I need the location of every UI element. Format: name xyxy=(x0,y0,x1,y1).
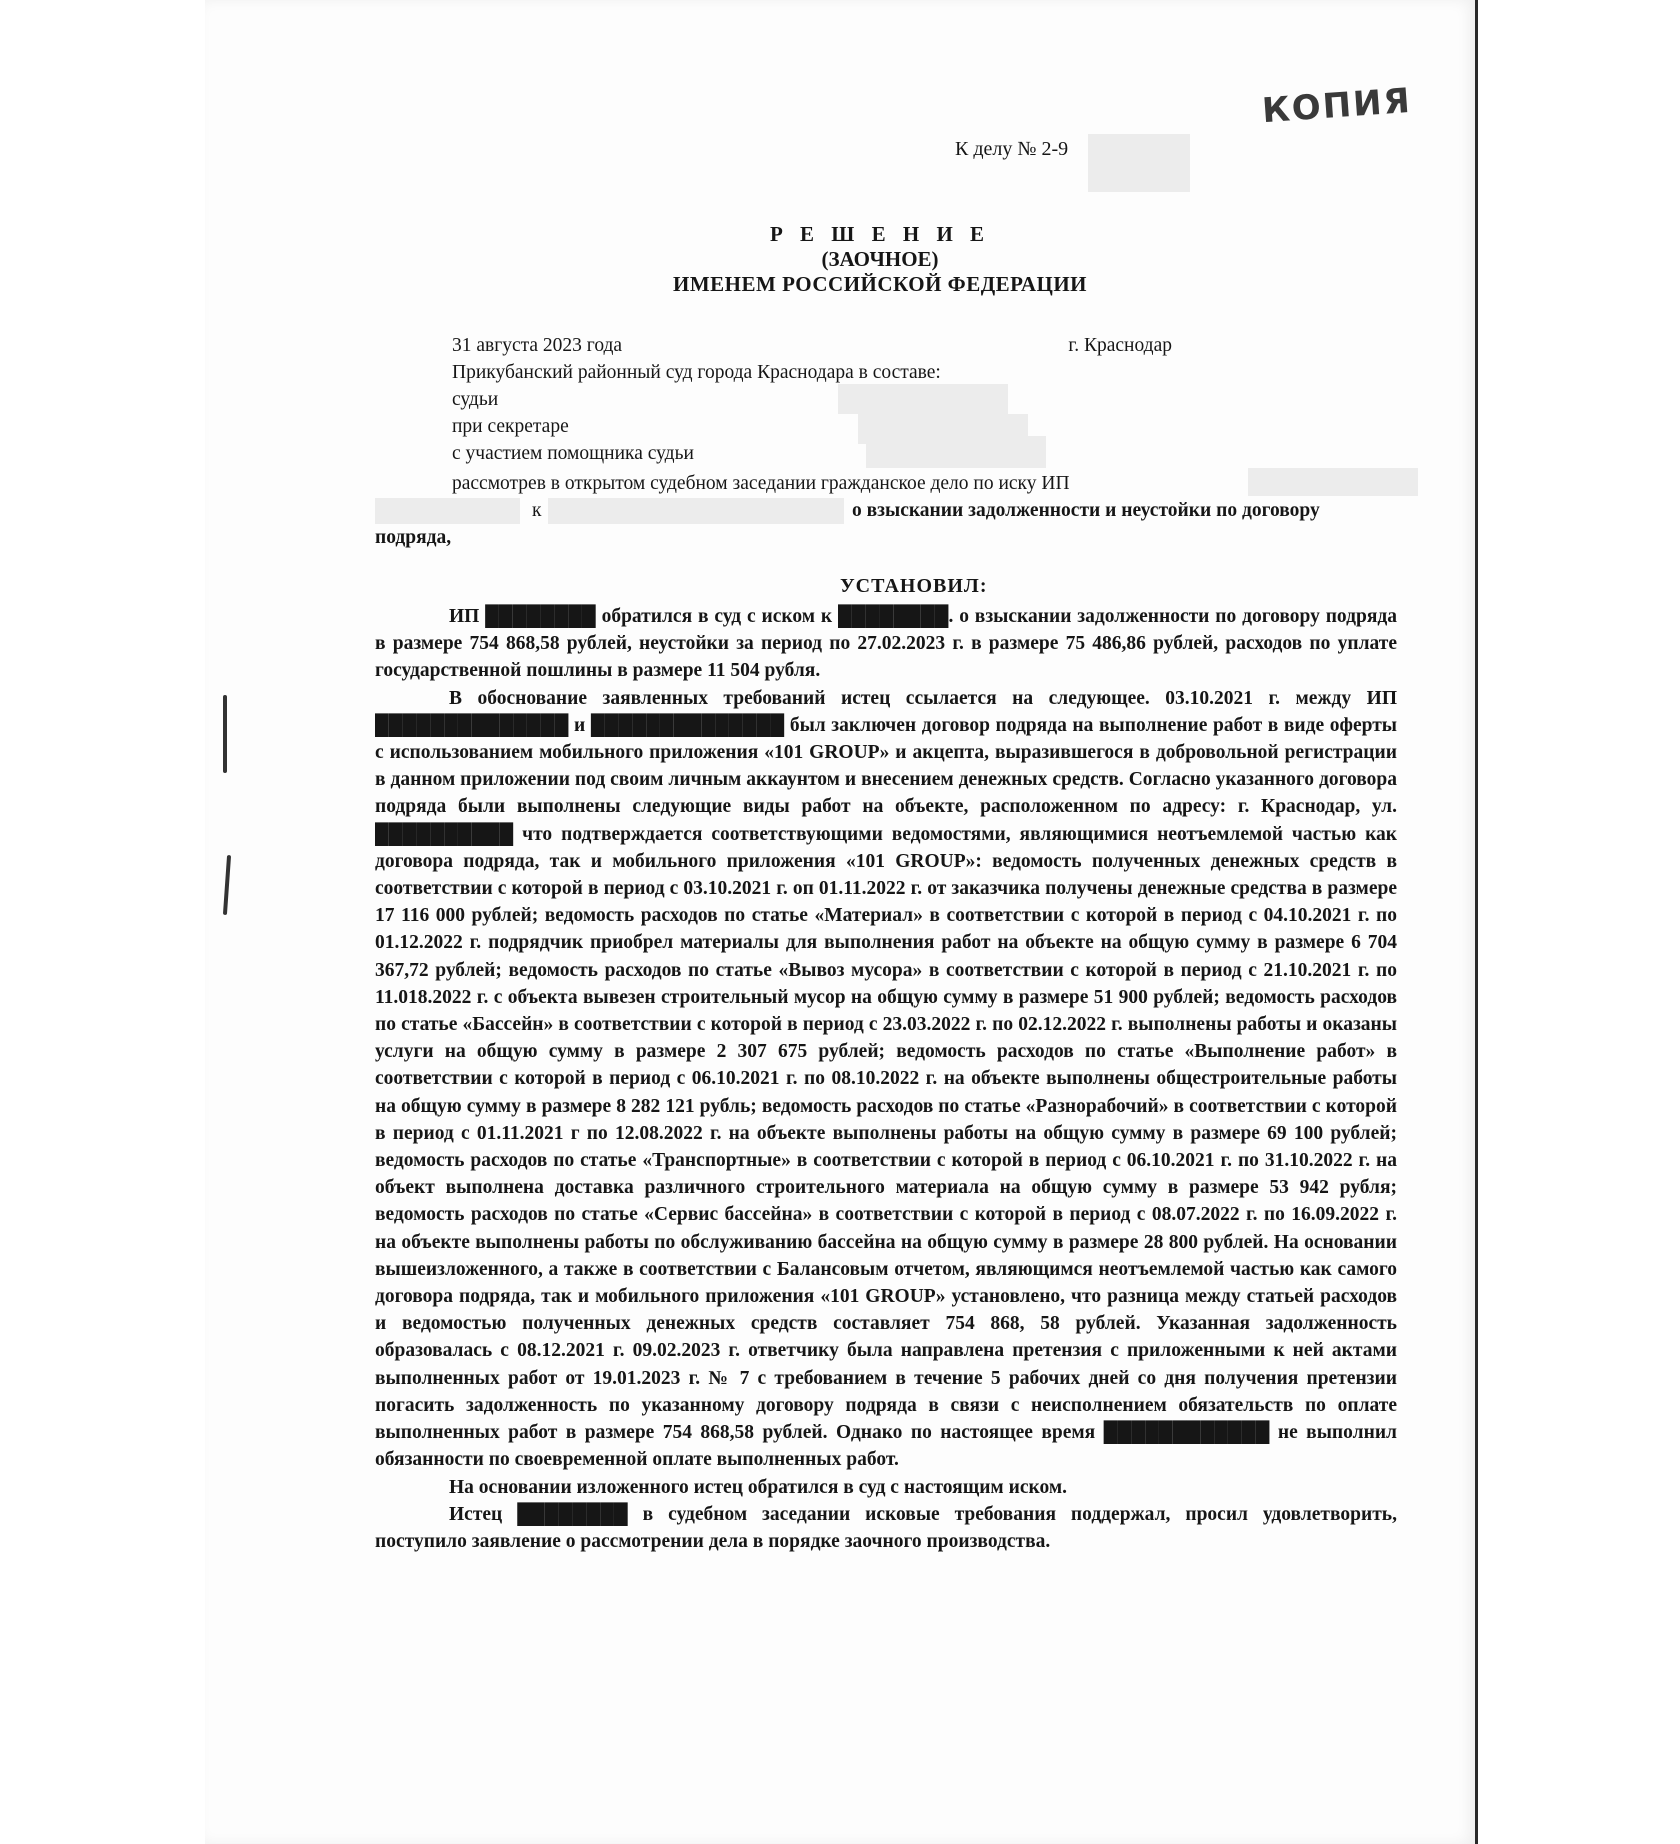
decision-date: 31 августа 2023 года xyxy=(452,335,623,356)
intro-line-3: подряда, xyxy=(375,527,452,548)
date-city-row xyxy=(452,332,1172,359)
redaction-plaintiff xyxy=(1248,468,1418,496)
redaction-defendant xyxy=(548,498,844,524)
paragraph-filed: На основании изложенного истец обратился в суд с настоящим иском. xyxy=(449,1476,1067,1498)
binding-mark-bottom xyxy=(223,855,231,915)
paragraph-claim: ИП ████████ обратился в суд с иском к ████████. о взыскании задолженности по договору подряда в размере 754 868,58 рублей, неустойки за период по 27.02.2023 г. в размере 75 486,86 рублей, расходов по уплате государственной пошлины в размере 11 504 рубля. xyxy=(375,606,1397,682)
binding-mark-top xyxy=(223,695,227,773)
court-name: Прикубанский районный суд города Краснодара в составе: xyxy=(452,362,941,383)
judge-label: судьи xyxy=(452,389,499,410)
case-number: К делу № 2-9 xyxy=(955,138,1069,160)
redaction-case-number xyxy=(1088,134,1190,192)
title-line-2: (ЗАОЧНОЕ) xyxy=(821,247,939,271)
paragraph-plaintiff: Истец ████████ в судебном заседании исковые требования поддержал, просил удовлетворить, поступило заявление о рассмотрении дела в порядке заочного производства. xyxy=(375,1503,1397,1552)
title-line-3: ИМЕНЕМ РОССИЙСКОЙ ФЕДЕРАЦИИ xyxy=(673,272,1087,296)
copy-stamp: КОПИЯ xyxy=(1260,80,1414,132)
decision-city: г. Краснодар xyxy=(1068,335,1172,356)
redaction-judge xyxy=(838,384,1008,414)
assistant-label: с участием помощника судьи xyxy=(452,443,694,464)
intro-line-2: о взыскании задолженности и неустойки по договору xyxy=(852,500,1320,521)
paragraph-grounds: В обоснование заявленных требований истец ссылается на следующее. 03.10.2021 г. между ИП ██████████████ и ██████████████ был заключен договор подряда на выполнение работ в виде оферты с использованием мобильного приложения «101 GROUP» и акцепта, выразившегося в добровольной регистрации в данном приложении под своим личным аккаунтом и внесением денежных средств. Согласно указанного договора подряда были выполнены следующие виды работ на объекте, расположенном по адресу: г. Краснодар, ул. ██████████ что подтверждается соответствующими ведомостями, являющимися неотъемлемой частью как договора подряда, так и мобильного приложения «101 GROUP»: ведомость полученных денежных средств в соответствии с которой в период с 03.10.2021 г. оп 01.11.2022 г. от заказчика получены денежные средства в размере 17 116 000 рублей; ведомость расходов по статье «Материал» в соответствии с которой в период с 04.10.2021 г. по 01.12.2022 г. подрядчик приобрел материалы для выполнения работ на объекте на общую сумму в размере 6 704 367,72 рублей; ведомость расходов по статье «Вывоз мусора» в соответствии с которой в период с 21.10.2021 г. по 11.018.2022 г. с объекта вывезен строительный мусор на общую сумму в размере 51 900 рублей; ведомость расходов по статье «Бассейн» в соответствии с которой в период с 23.03.2022 г. по 02.12.2022 г. выполнены работы и оказаны услуги на общую сумму в размере 2 307 675 рублей; ведомость расходов по статье «Выполнение работ» в соответствии с которой в период с 06.10.2021 г. по 08.10.2022 г. на объекте выполнены общестроительные работы на общую сумму в размере 8 282 121 рубль; ведомость расходов по статье «Разнорабочий» в соответствии с которой в период с 01.11.2021 г по 12.08.2022 г. на объекте выполнены работы на общую сумму в размере 69 100 рублей; ведомость расходов по статье «Транспортные» в соответствии с которой в период с 06.10.2021 г. по 31.10.2022 г. на объект выполнена доставка различного строительного материала на общую сумму в размере 53 942 рубля; ведомость расходов по статье «Сервис бассейна» в соответствии с которой в период с 08.07.2022 г. по 16.09.2022 г. на объекте выполнены работы по обслуживанию бассейна на общую сумму в размере 28 800 рублей. На основании вышеизложенного, а также в соответствии с Балансовым отчетом, являющимся неотъемлемой частью как самого договора подряда, так и мобильного приложения «101 GROUP» установлено, что разница между статьей расходов и ведомостью полученных денежных средств составляет 754 868, 58 рублей. Указанная задолженность образовалась с 08.12.2021 г. 09.02.2023 г. ответчику была направлена претензия с приложенными к ней актами выполненных работ от 19.01.2023 г. № 7 с требованием в течение 5 рабочих дней со дня получения претензии погасить задолженность по указанному договору подряда в связи с неисполнением обязательств по оплате выполненных работ в размере 754 868,58 рублей. Однако по настоящее время ████████████ не выполнил обязанности по своевременной оплате выполненных работ. xyxy=(375,687,1397,1471)
redaction-plaintiff-cont xyxy=(375,498,520,524)
intro-line-1: рассмотрев в открытом судебном заседании гражданское дело по иску ИП xyxy=(452,473,1070,494)
title-line-1: Р Е Ш Е Н И Е xyxy=(769,222,991,246)
decision-title xyxy=(600,222,1160,297)
established-heading: УСТАНОВИЛ: xyxy=(840,575,988,597)
secretary-label: при секретаре xyxy=(452,416,569,437)
intro-k: к xyxy=(532,500,542,521)
decision-body xyxy=(375,603,1397,1555)
redaction-assistant xyxy=(866,436,1046,468)
